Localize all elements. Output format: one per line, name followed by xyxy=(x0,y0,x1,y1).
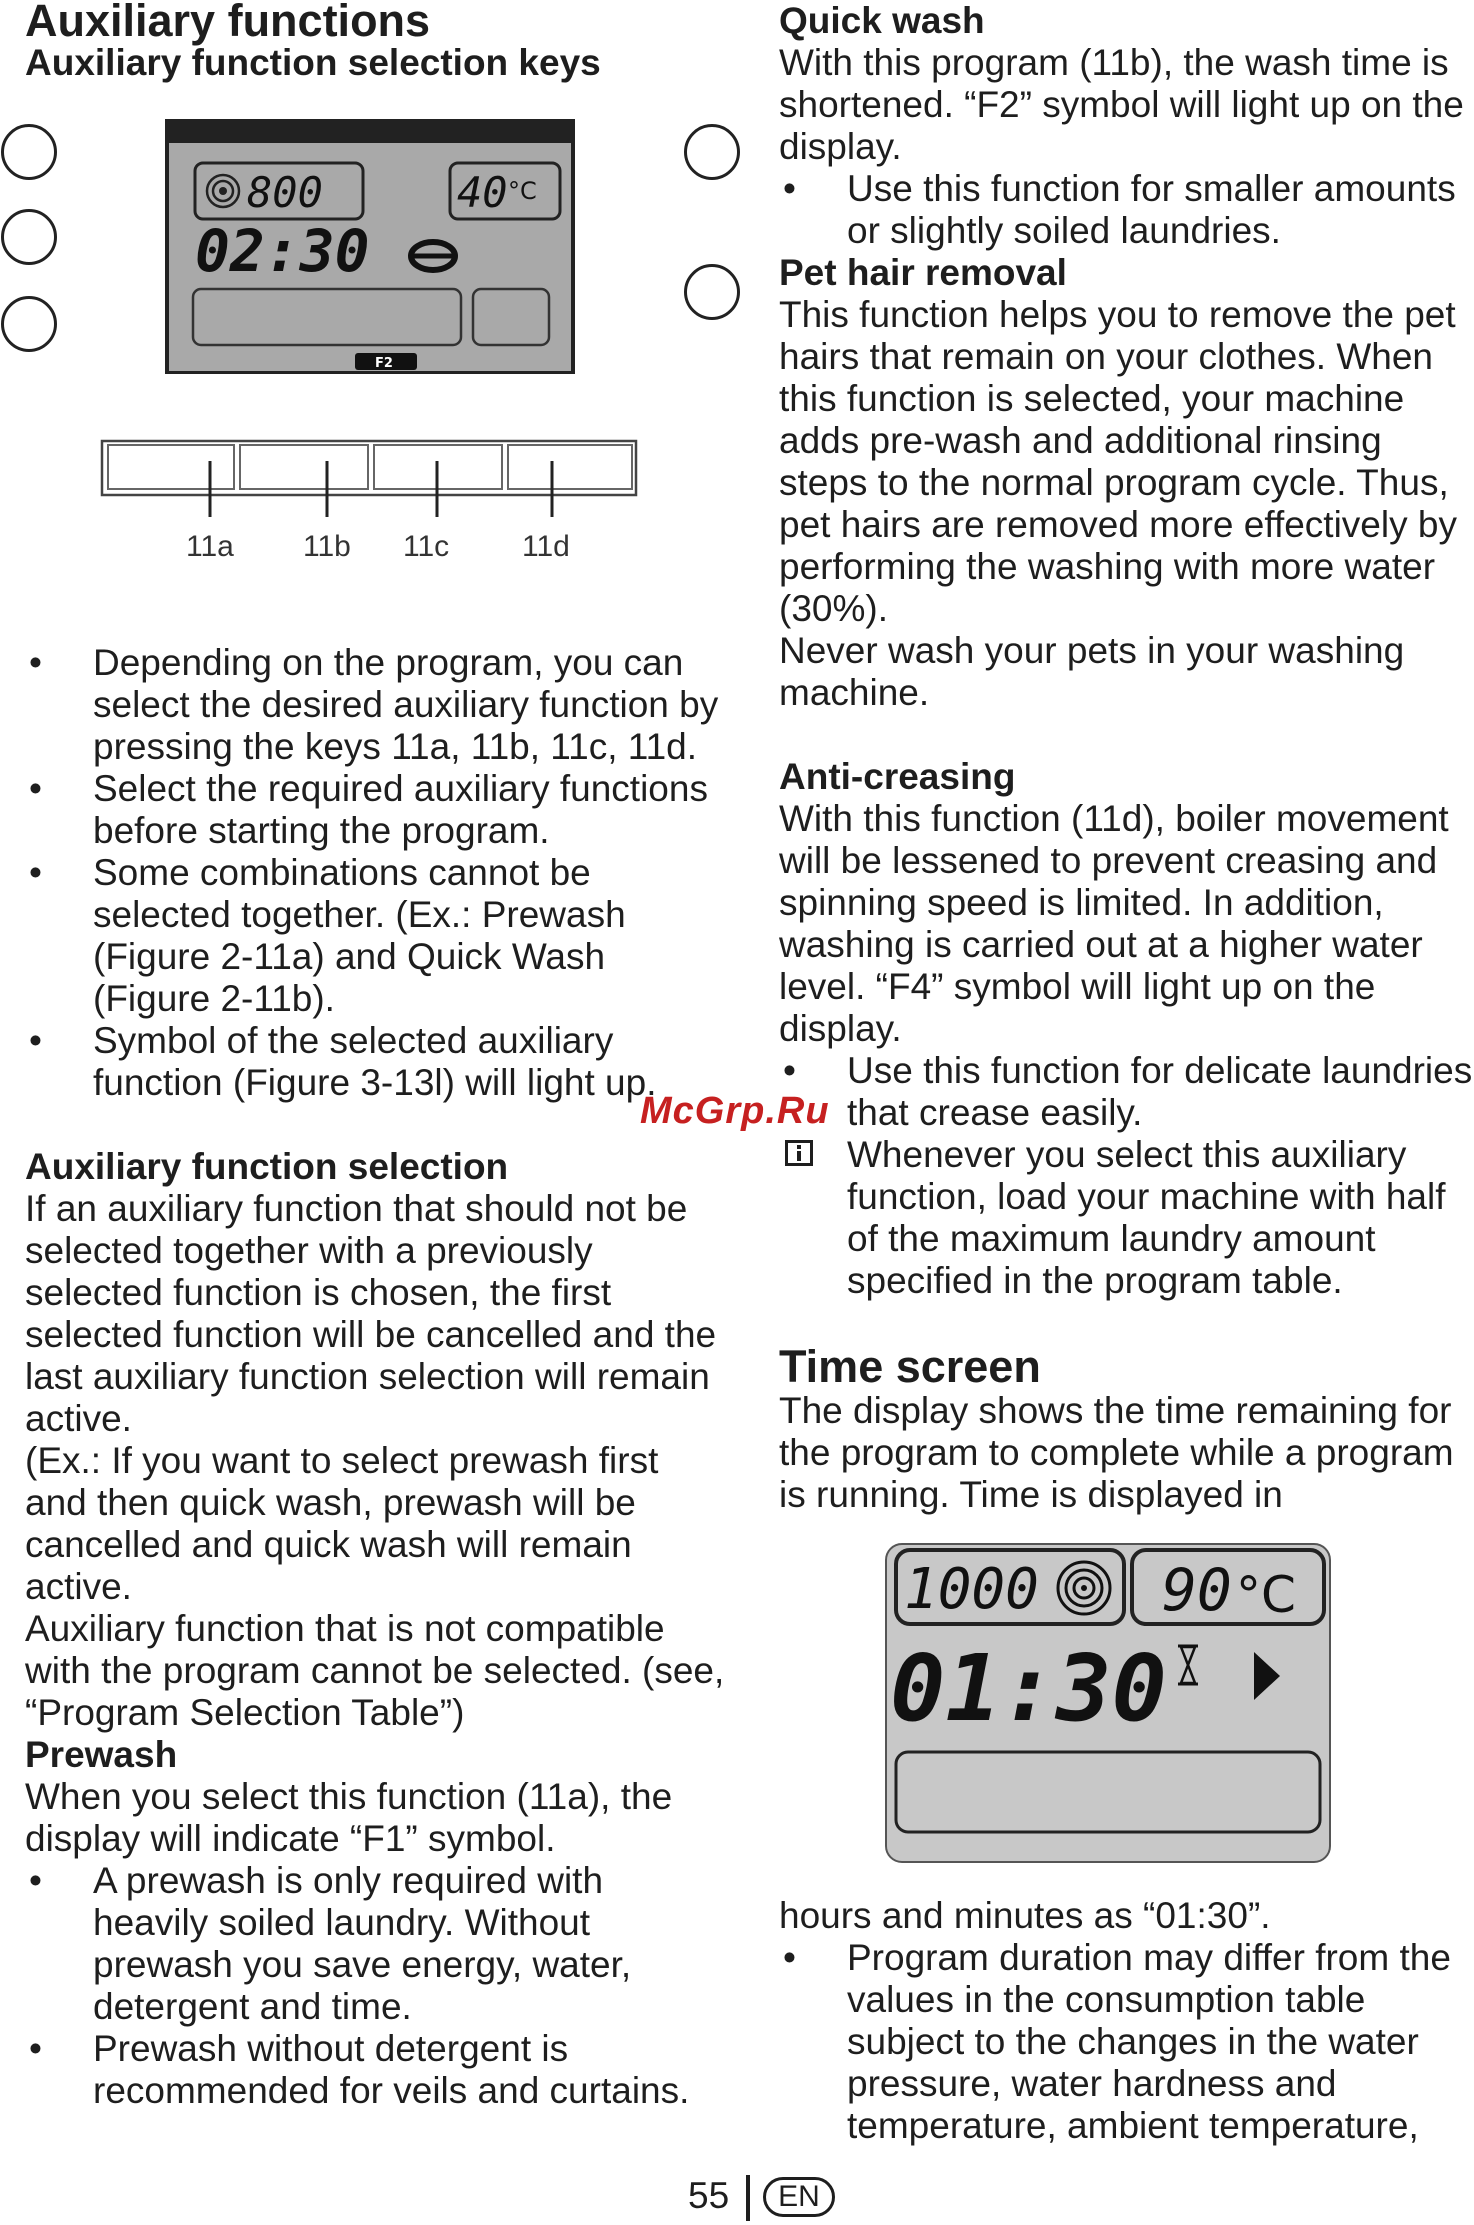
section-heading-anti-creasing: Anti-creasing xyxy=(779,756,1016,797)
pet-hair-paragraph-1: This function helps you to remove the pet hairs that remain on your clothes. When this function is selected, your machine adds pre-wash and additional rinsing steps to the normal program cycle. Thus, pet hairs are removed more effectively by performing the washing with more water (30%). xyxy=(779,294,1457,629)
watermark: McGrp.Ru xyxy=(640,1090,830,1132)
display2-temp: 90 xyxy=(1162,1556,1232,1624)
section-heading-selection-keys: Auxiliary function selection keys xyxy=(25,42,601,83)
list-item: • Some combinations cannot be selected together. (Ex.: Prewash (Figure 2-11a) and Quick Wash (Figure 2-11b). xyxy=(29,852,626,1019)
display2-speed: 1000 xyxy=(904,1557,1039,1622)
pet-hair-paragraph-2: Never wash your pets in your washing machine. xyxy=(779,630,1405,713)
page-title: Auxiliary functions xyxy=(25,0,431,46)
spin-icon xyxy=(207,175,239,207)
list-item: • Prewash without detergent is recommended for veils and curtains. xyxy=(29,2028,690,2111)
display2-temp-unit: °C xyxy=(1236,1566,1296,1624)
display1-temp-unit: °C xyxy=(508,177,537,205)
display2-time: 01:30 xyxy=(890,1635,1167,1742)
page-number: 55 xyxy=(688,2175,730,2216)
key-circle-1 xyxy=(1,124,57,180)
prewash-bullets xyxy=(25,1860,725,2112)
display1-time: 02:30 xyxy=(195,217,370,285)
right-column-continued xyxy=(779,1895,1474,2147)
section-heading-time-screen: Time screen xyxy=(779,1341,1041,1392)
auxiliary-key-strip xyxy=(100,439,640,569)
selection-paragraph-2: (Ex.: If you want to select prewash first and then quick wash, prewash will be cancelled and quick wash will remain active. xyxy=(25,1440,659,1607)
section-heading-prewash: Prewash xyxy=(25,1734,178,1775)
display-panel-1 xyxy=(165,119,575,374)
figure-area xyxy=(25,84,725,634)
key-label-11c: 11c xyxy=(403,530,450,563)
key-label-11d: 11d xyxy=(522,530,570,563)
anti-creasing-paragraph: With this function (11d), boiler movement will be lessened to prevent creasing and spinning speed is limited. In addition, washing is carried out at a higher water level. “F4” symbol will light up on the display. xyxy=(779,798,1449,1049)
selection-key-bullets xyxy=(25,642,725,1104)
time-screen-paragraph-2: hours and minutes as “01:30”. xyxy=(779,1895,1271,1936)
time-screen-bullets xyxy=(779,1937,1474,2147)
key-label-11b: 11b xyxy=(303,530,351,563)
list-item: • Program duration may differ from the values in the consumption table subject to the changes in the water pressure, water hardness and temperature, ambient temperature, xyxy=(783,1937,1451,2146)
prewash-paragraph: When you select this function (11a), the display will indicate “F1” symbol. xyxy=(25,1776,673,1859)
list-item: • Depending on the program, you can select the desired auxiliary function by pressing the keys 11a, 11b, 11c, 11d. xyxy=(29,642,719,767)
key-circle-4 xyxy=(684,124,740,180)
list-item: • Use this function for delicate laundries that crease easily. xyxy=(783,1050,1473,1133)
key-label-11a: 11a xyxy=(186,530,234,563)
key-circle-2 xyxy=(1,209,57,265)
list-item: • Select the required auxiliary functions before starting the program. xyxy=(29,768,708,851)
key-circle-5 xyxy=(684,264,740,320)
display1-speed: 800 xyxy=(247,168,323,217)
right-column xyxy=(779,0,1474,1516)
left-column xyxy=(25,0,725,2112)
display-panel-2 xyxy=(884,1542,1334,1867)
language-badge: EN xyxy=(763,2177,835,2217)
section-heading-pet-hair: Pet hair removal xyxy=(779,252,1067,293)
note-item: Whenever you select this auxiliary function, load your machine with half of the maximum laundry amount specified in the program table. xyxy=(779,1134,1474,1302)
section-heading-quick-wash: Quick wash xyxy=(779,0,985,41)
display1-temp: 40 xyxy=(457,168,508,217)
selection-paragraph-1: If an auxiliary function that should not be selected together with a previously selected function is chosen, the first selected function will be cancelled and the last auxiliary function selection will remain active. xyxy=(25,1188,717,1439)
page-footer xyxy=(0,2175,1474,2221)
info-note-icon xyxy=(785,1140,813,1166)
footer-divider xyxy=(746,2175,750,2221)
list-item: • A prewash is only required with heavily soiled laundry. Without prewash you save energy, water, detergent and time. xyxy=(29,1860,632,2027)
key-circle-3 xyxy=(1,296,57,352)
spin-icon xyxy=(1058,1562,1110,1614)
selection-paragraph-3: Auxiliary function that is not compatible with the program cannot be selected. (see, “Program Selection Table”) xyxy=(25,1608,725,1733)
quick-wash-bullets xyxy=(779,168,1474,252)
anti-creasing-bullets xyxy=(779,1050,1474,1302)
display1-badge: F2 xyxy=(375,356,393,371)
time-screen-paragraph-1: The display shows the time remaining for the program to complete while a program is running. Time is displayed in xyxy=(779,1390,1454,1515)
section-heading-function-selection: Auxiliary function selection xyxy=(25,1146,509,1187)
list-item: • Symbol of the selected auxiliary function (Figure 3-13l) will light up. xyxy=(29,1020,657,1103)
list-item: • Use this function for smaller amounts or slightly soiled laundries. xyxy=(783,168,1456,251)
quick-wash-paragraph: With this program (11b), the wash time is shortened. “F2” symbol will light up on the display. xyxy=(779,42,1464,167)
